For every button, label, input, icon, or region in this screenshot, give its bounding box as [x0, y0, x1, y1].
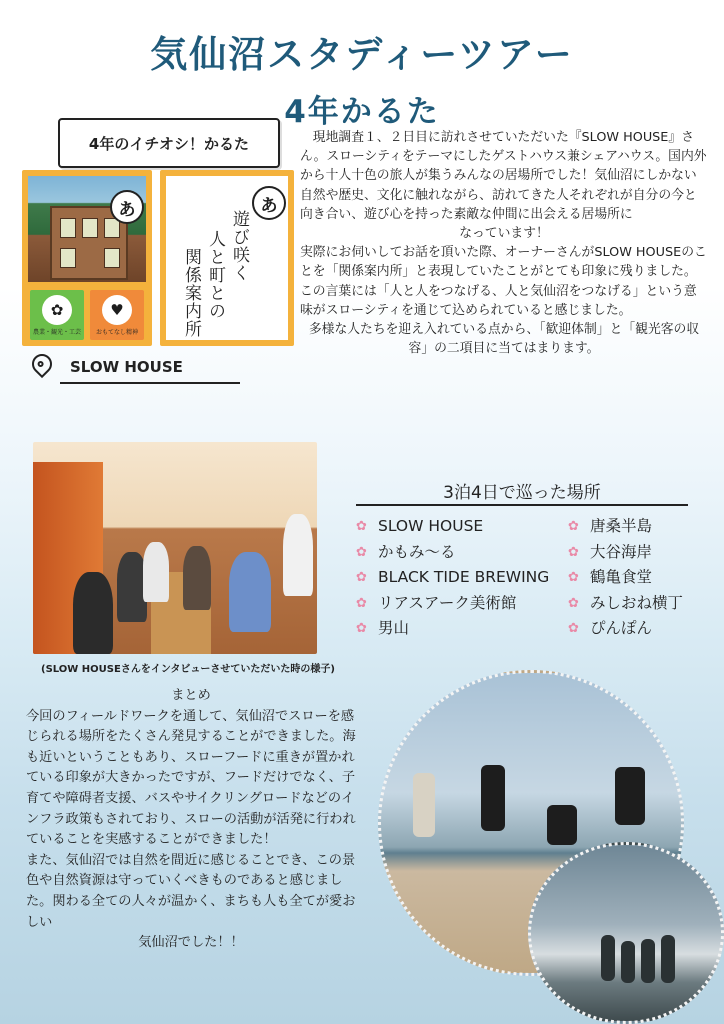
badge-agriculture: ✿ 農業・観光・工芸: [30, 290, 84, 340]
list-item: ✿ 唐桑半島: [568, 514, 683, 540]
shell-icon: ✿: [356, 570, 367, 586]
list-item: ✿ ぴんぽん: [568, 616, 683, 642]
shell-icon: ✿: [356, 621, 367, 637]
badge-hospitality: ♥ おもてなし精神: [90, 290, 144, 340]
location-label: SLOW HOUSE: [30, 354, 210, 386]
shell-icon: ✿: [356, 519, 367, 534]
page-subtitle: 4年かるた: [284, 94, 440, 130]
heart-hands-icon: ♥: [102, 295, 132, 325]
list-item: ✿ 鶴亀食堂: [568, 565, 683, 591]
karuta-line-1: 遊び咲く: [229, 210, 249, 282]
shell-icon: ✿: [568, 621, 579, 637]
plant-icon: ✿: [42, 295, 72, 325]
karuta-line-2: 人と町との: [205, 230, 225, 320]
map-pin-icon: [28, 350, 56, 378]
places-list-left: [356, 514, 549, 642]
list-item: ✿ 大谷海岸: [568, 540, 683, 566]
interview-photo: [33, 442, 317, 654]
summary-heading: まとめ: [171, 688, 211, 703]
shell-icon: ✿: [356, 595, 367, 611]
karuta-line-3: 関係案内所: [181, 248, 201, 338]
summary-section: [26, 686, 356, 954]
shell-icon: ✿: [568, 544, 579, 560]
intro-paragraph-1: 現地調査１、２日目に訪れさせていただいた『SLOW HOUSE』さん。スローシティをテーマにしたゲストハウス兼シェアハウス。国内外から十人十色の旅人が集うみんなの居場所でした！気仙沼にしかない自然や歴史、文化に触れながら、訪れてきた人それぞれが自分の今と向き合い、遊び心を持った素敵な仲間に出会える居場所に: [300, 130, 707, 222]
shell-icon: ✿: [356, 544, 367, 560]
divider: [60, 382, 240, 384]
list-item: ✿ みしおね横丁: [568, 591, 683, 617]
places-list-right: [568, 514, 683, 642]
list-item: ✿ SLOW HOUSE: [356, 514, 549, 540]
list-item: ✿ BLACK TIDE BREWING: [356, 565, 549, 591]
intro-text: [300, 128, 708, 358]
beach-group-photo: [528, 842, 724, 1024]
summary-paragraph-1: 今回のフィールドワークを通して、気仙沼でスローを感じられる場所をたくさん発見することができました。海も近いということもあり、スローフードに重きが置かれている印象が大きかったですが、フードだけでなく、子育てや障碍者支援、バスやサイクリングロードなどのインフラ政策もされており、スローの活動が活発に行われていることを実感することができました！: [26, 708, 356, 848]
summary-paragraph-2: また、気仙沼では自然を間近に感じることでき、この景色や自然資源は守っていくべきものであると感じました。関わる全ての人々が温かく、まちも人も全てが愛おしい: [26, 852, 356, 930]
photo-caption: (SLOW HOUSEさんをインタビューさせていただいた時の様子): [41, 664, 335, 675]
karuta-text-card: [160, 170, 294, 346]
places-heading: 3泊4日で巡った場所: [443, 483, 601, 503]
intro-paragraph-3: 多様な人たちを迎え入れている点から、「歓迎体制」と「観光客の収容」の二項目に当てはまります。: [308, 322, 700, 357]
shell-icon: ✿: [568, 570, 579, 586]
intro-paragraph-1-end: なっています！: [459, 226, 549, 242]
intro-paragraph-2: 実際にお伺いしてお話を頂いた際、オーナーさんがSLOW HOUSEのことを「関係案内所」と表現していたことがとても印象に残りました。この言葉には「人と人をつなげる、人と気仙沼をつなげる」という意味がスローシティを通じて込められていると感じました。: [300, 245, 707, 318]
karuta-kana-picture: あ: [110, 190, 144, 224]
shell-icon: ✿: [568, 595, 579, 611]
summary-closing: 気仙沼でした！！: [138, 935, 244, 951]
list-item: ✿ かもみ〜る: [356, 540, 549, 566]
list-item: ✿ 男山: [356, 616, 549, 642]
page-title: 気仙沼スタディーツアー: [150, 33, 574, 76]
slow-house-photo: [28, 176, 146, 282]
places-divider: [356, 504, 688, 506]
shell-icon: ✿: [568, 519, 579, 534]
list-item: ✿ リアスアーク美術館: [356, 591, 549, 617]
karuta-picture-card: [22, 170, 152, 346]
karuta-kana-text: あ: [252, 186, 286, 220]
featured-karuta-label: 4年のイチオシ！かるた: [58, 118, 280, 168]
